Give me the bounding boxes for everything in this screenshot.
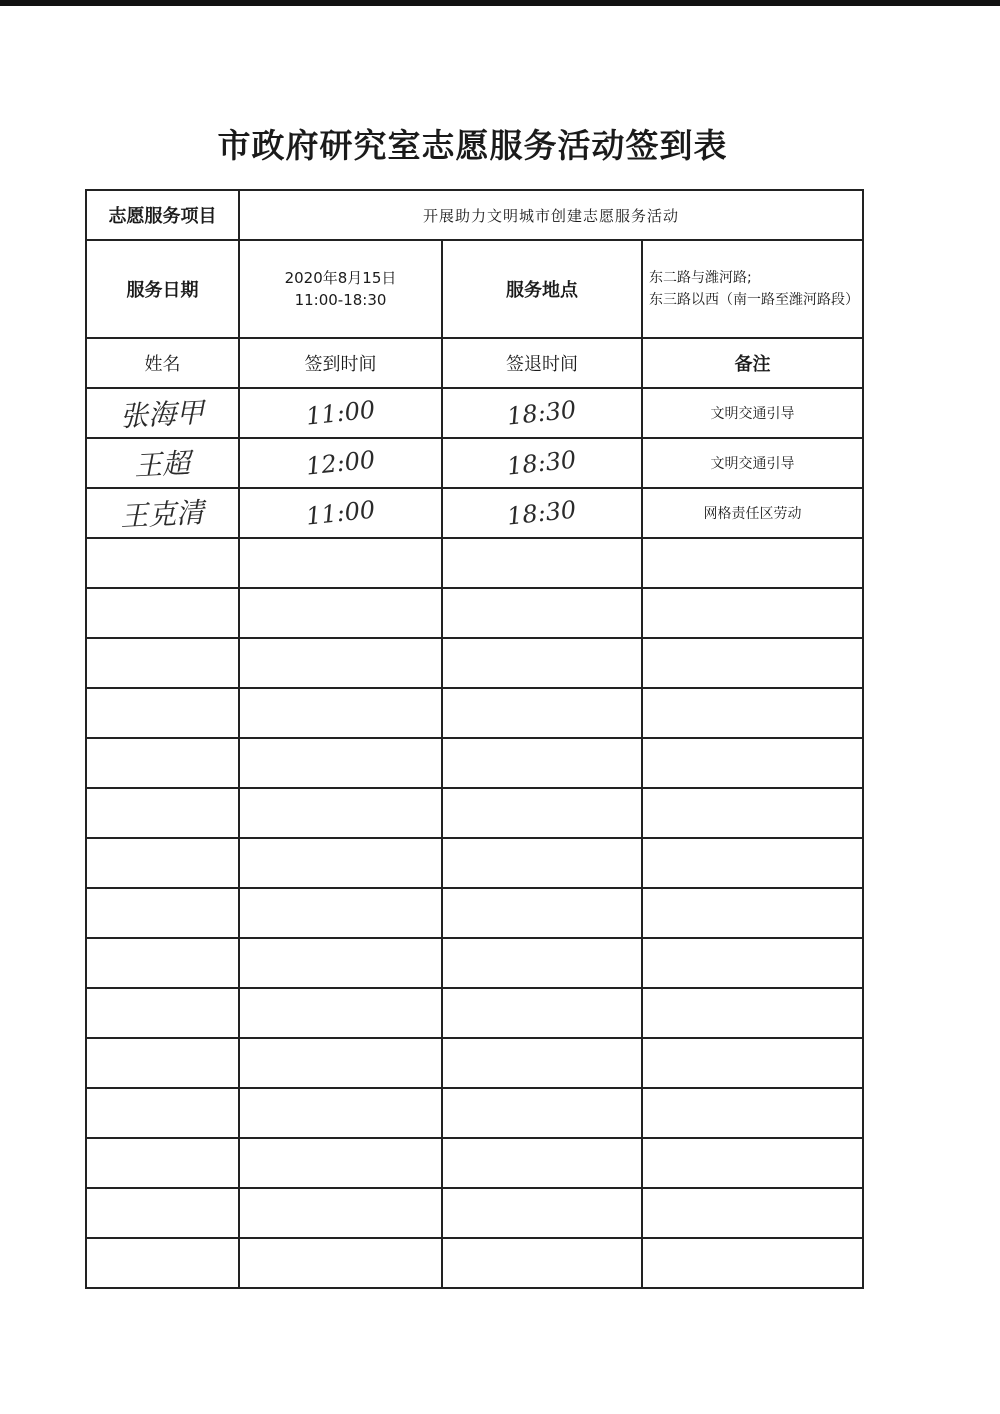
empty-cell (442, 888, 642, 938)
empty-cell (442, 638, 642, 688)
empty-row (86, 1138, 863, 1188)
empty-cell (86, 638, 239, 688)
empty-cell (239, 688, 442, 738)
empty-cell (239, 1188, 442, 1238)
date-value (239, 240, 442, 338)
name-cell (86, 388, 239, 438)
name-cell (86, 488, 239, 538)
page-title: 市政府研究室志愿服务活动签到表 (217, 126, 728, 165)
empty-cell (86, 1238, 239, 1288)
location-line-1: 东二路与潍河路; (649, 270, 752, 286)
empty-row (86, 1088, 863, 1138)
empty-cell (442, 838, 642, 888)
sign-in-cell (239, 438, 442, 488)
sign-in-cell (239, 488, 442, 538)
empty-cell (86, 1138, 239, 1188)
sign-in-cell (239, 388, 442, 438)
empty-cell (642, 738, 863, 788)
empty-cell (642, 1188, 863, 1238)
handwritten-sign-in: 11:00 (304, 395, 377, 431)
empty-cell (239, 588, 442, 638)
empty-cell (642, 588, 863, 638)
empty-row (86, 1238, 863, 1288)
empty-cell (86, 888, 239, 938)
empty-cell (442, 1088, 642, 1138)
empty-cell (239, 938, 442, 988)
sign-out-cell (442, 438, 642, 488)
empty-cell (239, 1238, 442, 1288)
empty-cell (239, 988, 442, 1038)
empty-cell (239, 538, 442, 588)
empty-cell (642, 1138, 863, 1188)
empty-cell (239, 888, 442, 938)
empty-cell (642, 688, 863, 738)
empty-row (86, 888, 863, 938)
col-header-note: 备注 (642, 338, 863, 388)
handwritten-name: 王克清 (119, 495, 206, 534)
empty-cell (442, 738, 642, 788)
column-header-row (86, 338, 863, 388)
empty-cell (86, 688, 239, 738)
empty-cell (642, 1238, 863, 1288)
name-cell (86, 438, 239, 488)
location-value (642, 240, 863, 338)
note-cell: 文明交通引导 (642, 388, 863, 438)
empty-cell (86, 1188, 239, 1238)
location-label: 服务地点 (442, 240, 642, 338)
empty-cell (642, 638, 863, 688)
empty-row (86, 588, 863, 638)
empty-cell (86, 1088, 239, 1138)
empty-row (86, 638, 863, 688)
table-row (86, 388, 863, 438)
empty-cell (442, 1038, 642, 1088)
location-line-2: 东三路以西（南一路至潍河路段） (649, 292, 859, 308)
empty-row (86, 538, 863, 588)
empty-cell (642, 988, 863, 1038)
sign-out-cell (442, 388, 642, 438)
note-cell: 文明交通引导 (642, 438, 863, 488)
handwritten-sign-in: 11:00 (304, 495, 377, 531)
empty-cell (239, 738, 442, 788)
empty-cell (86, 1038, 239, 1088)
empty-cell (239, 838, 442, 888)
empty-row (86, 1038, 863, 1088)
empty-cell (442, 688, 642, 738)
sign-out-cell (442, 488, 642, 538)
empty-cell (86, 938, 239, 988)
empty-row (86, 838, 863, 888)
empty-cell (642, 1088, 863, 1138)
date-label: 服务日期 (86, 240, 239, 338)
empty-cell (642, 1038, 863, 1088)
handwritten-sign-in: 12:00 (304, 445, 377, 481)
col-header-sign-out: 签退时间 (442, 338, 642, 388)
empty-row (86, 688, 863, 738)
empty-cell (239, 638, 442, 688)
empty-cell (442, 1188, 642, 1238)
signin-table (85, 189, 864, 1289)
note-cell: 网格责任区劳动 (642, 488, 863, 538)
empty-cell (442, 1138, 642, 1188)
handwritten-sign-out: 18:30 (506, 395, 578, 431)
empty-cell (239, 788, 442, 838)
handwritten-name: 张海甲 (119, 395, 206, 434)
empty-cell (86, 838, 239, 888)
project-label: 志愿服务项目 (86, 190, 239, 240)
col-header-sign-in: 签到时间 (239, 338, 442, 388)
col-header-name: 姓名 (86, 338, 239, 388)
empty-cell (86, 738, 239, 788)
date-row (86, 240, 863, 338)
empty-row (86, 988, 863, 1038)
date-line-1: 2020年8月15日 (284, 269, 397, 287)
scan-edge (0, 0, 1000, 6)
empty-row (86, 738, 863, 788)
table-row (86, 438, 863, 488)
project-row (86, 190, 863, 240)
empty-cell (642, 788, 863, 838)
empty-row (86, 938, 863, 988)
empty-cell (239, 1038, 442, 1088)
handwritten-sign-out: 18:30 (506, 495, 578, 531)
empty-cell (442, 1238, 642, 1288)
table-row (86, 488, 863, 538)
empty-cell (642, 538, 863, 588)
empty-cell (442, 988, 642, 1038)
empty-row (86, 788, 863, 838)
empty-cell (86, 588, 239, 638)
empty-cell (642, 838, 863, 888)
empty-cell (86, 988, 239, 1038)
empty-cell (442, 788, 642, 838)
handwritten-name: 王超 (133, 446, 192, 483)
empty-row (86, 1188, 863, 1238)
empty-cell (86, 788, 239, 838)
empty-cell (239, 1138, 442, 1188)
date-line-2: 11:00-18:30 (294, 291, 387, 309)
empty-cell (642, 888, 863, 938)
empty-cell (442, 588, 642, 638)
empty-cell (86, 538, 239, 588)
handwritten-sign-out: 18:30 (506, 445, 578, 481)
project-value: 开展助力文明城市创建志愿服务活动 (239, 190, 863, 240)
empty-cell (442, 938, 642, 988)
empty-cell (442, 538, 642, 588)
empty-cell (239, 1088, 442, 1138)
empty-cell (642, 938, 863, 988)
